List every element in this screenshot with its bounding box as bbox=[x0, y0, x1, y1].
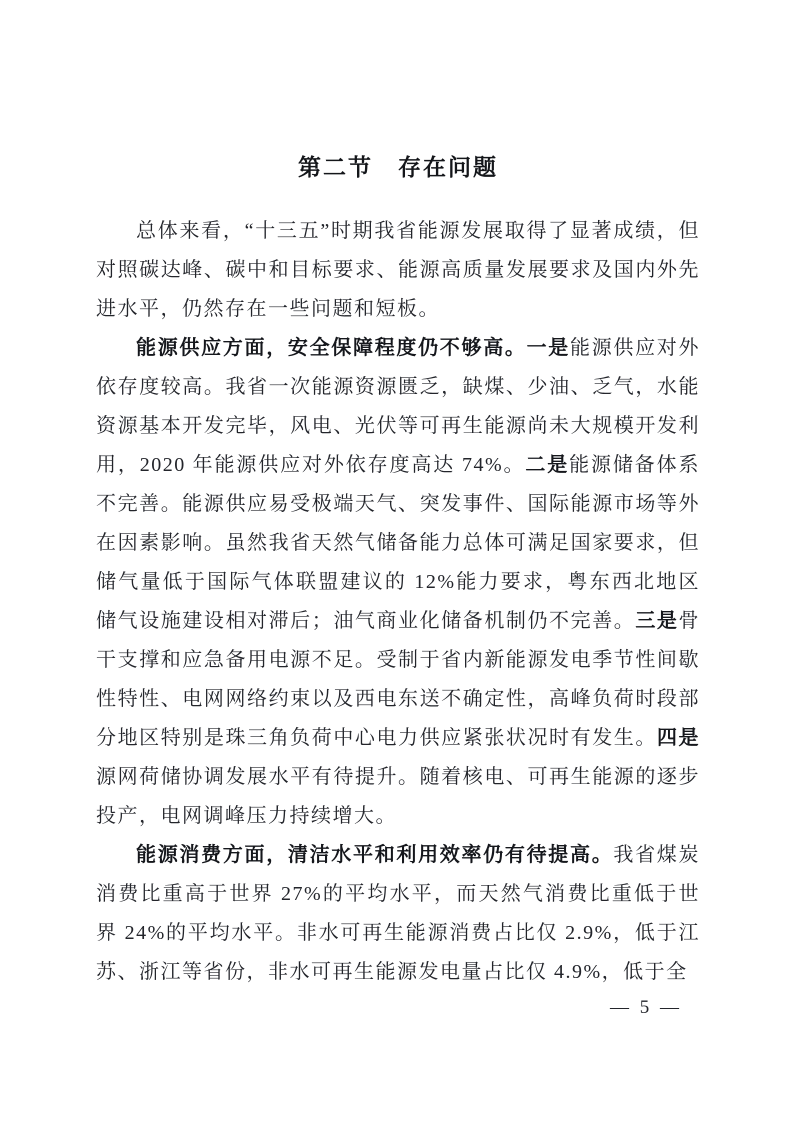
text-run: 总体来看，“十三五”时期我省能源发展取得了显著成绩，但对照碳达峰、碳中和目标要求、能源高质量发展要求及国内外先进水平，仍然存在一些问题和短板。 bbox=[96, 220, 700, 320]
page-number: — 5 — bbox=[610, 997, 682, 1018]
text-run: 能源储备体系不完善。能源供应易受极端天气、突发事件、国际能源市场等外在因素影响。虽然我省天然气储备能力总体可满足国家要求，但储气量低于国际气体联盟建议的 12%能力要求，粤东西北地区储气设施建设相对滞后；油气商业化储备机制仍不完善。 bbox=[96, 454, 701, 632]
section-title: 第二节 存在问题 bbox=[298, 154, 498, 180]
body-paragraph bbox=[96, 212, 700, 329]
paragraphs bbox=[96, 212, 700, 992]
text-run: 骨干支撑和应急备用电源不足。受制于省内新能源发电季节性间歇性特性、电网网络约束以及西电东送不确定性，高峰负荷时段部分地区特别是珠三角负荷中心电力供应紧张状况时有发生。 bbox=[96, 610, 701, 749]
emphasis-run: 能源消费方面，清洁水平和利用效率仍有待提高。 bbox=[136, 844, 614, 866]
text-run: 能源供应对外依存度较高。我省一次能源资源匮乏，缺煤、少油、乏气，水能资源基本开发完毕，风电、光伏等可再生能源尚未大规模开发利用，2020 年能源供应对外依存度高达 74%。 bbox=[96, 337, 700, 476]
emphasis-run: 三是 bbox=[635, 610, 679, 632]
text-run: 我省煤炭消费比重高于世界 27%的平均水平，而天然气消费比重低于世界 24%的平均水平。非水可再生能源消费占比仅 2.9%，低于江苏、浙江等省份，非水可再生能源发电量占比仅 4.9%，低于全 bbox=[96, 844, 701, 983]
body-paragraph bbox=[96, 836, 700, 992]
body-paragraph bbox=[96, 329, 700, 836]
emphasis-run: 能源供应方面，安全保障程度仍不够高。一是 bbox=[136, 337, 570, 359]
emphasis-run: 四是 bbox=[656, 727, 701, 749]
text-run: 源网荷储协调发展水平有待提升。随着核电、可再生能源的逐步投产，电网调峰压力持续增大。 bbox=[96, 766, 700, 827]
emphasis-run: 二是 bbox=[525, 454, 570, 476]
